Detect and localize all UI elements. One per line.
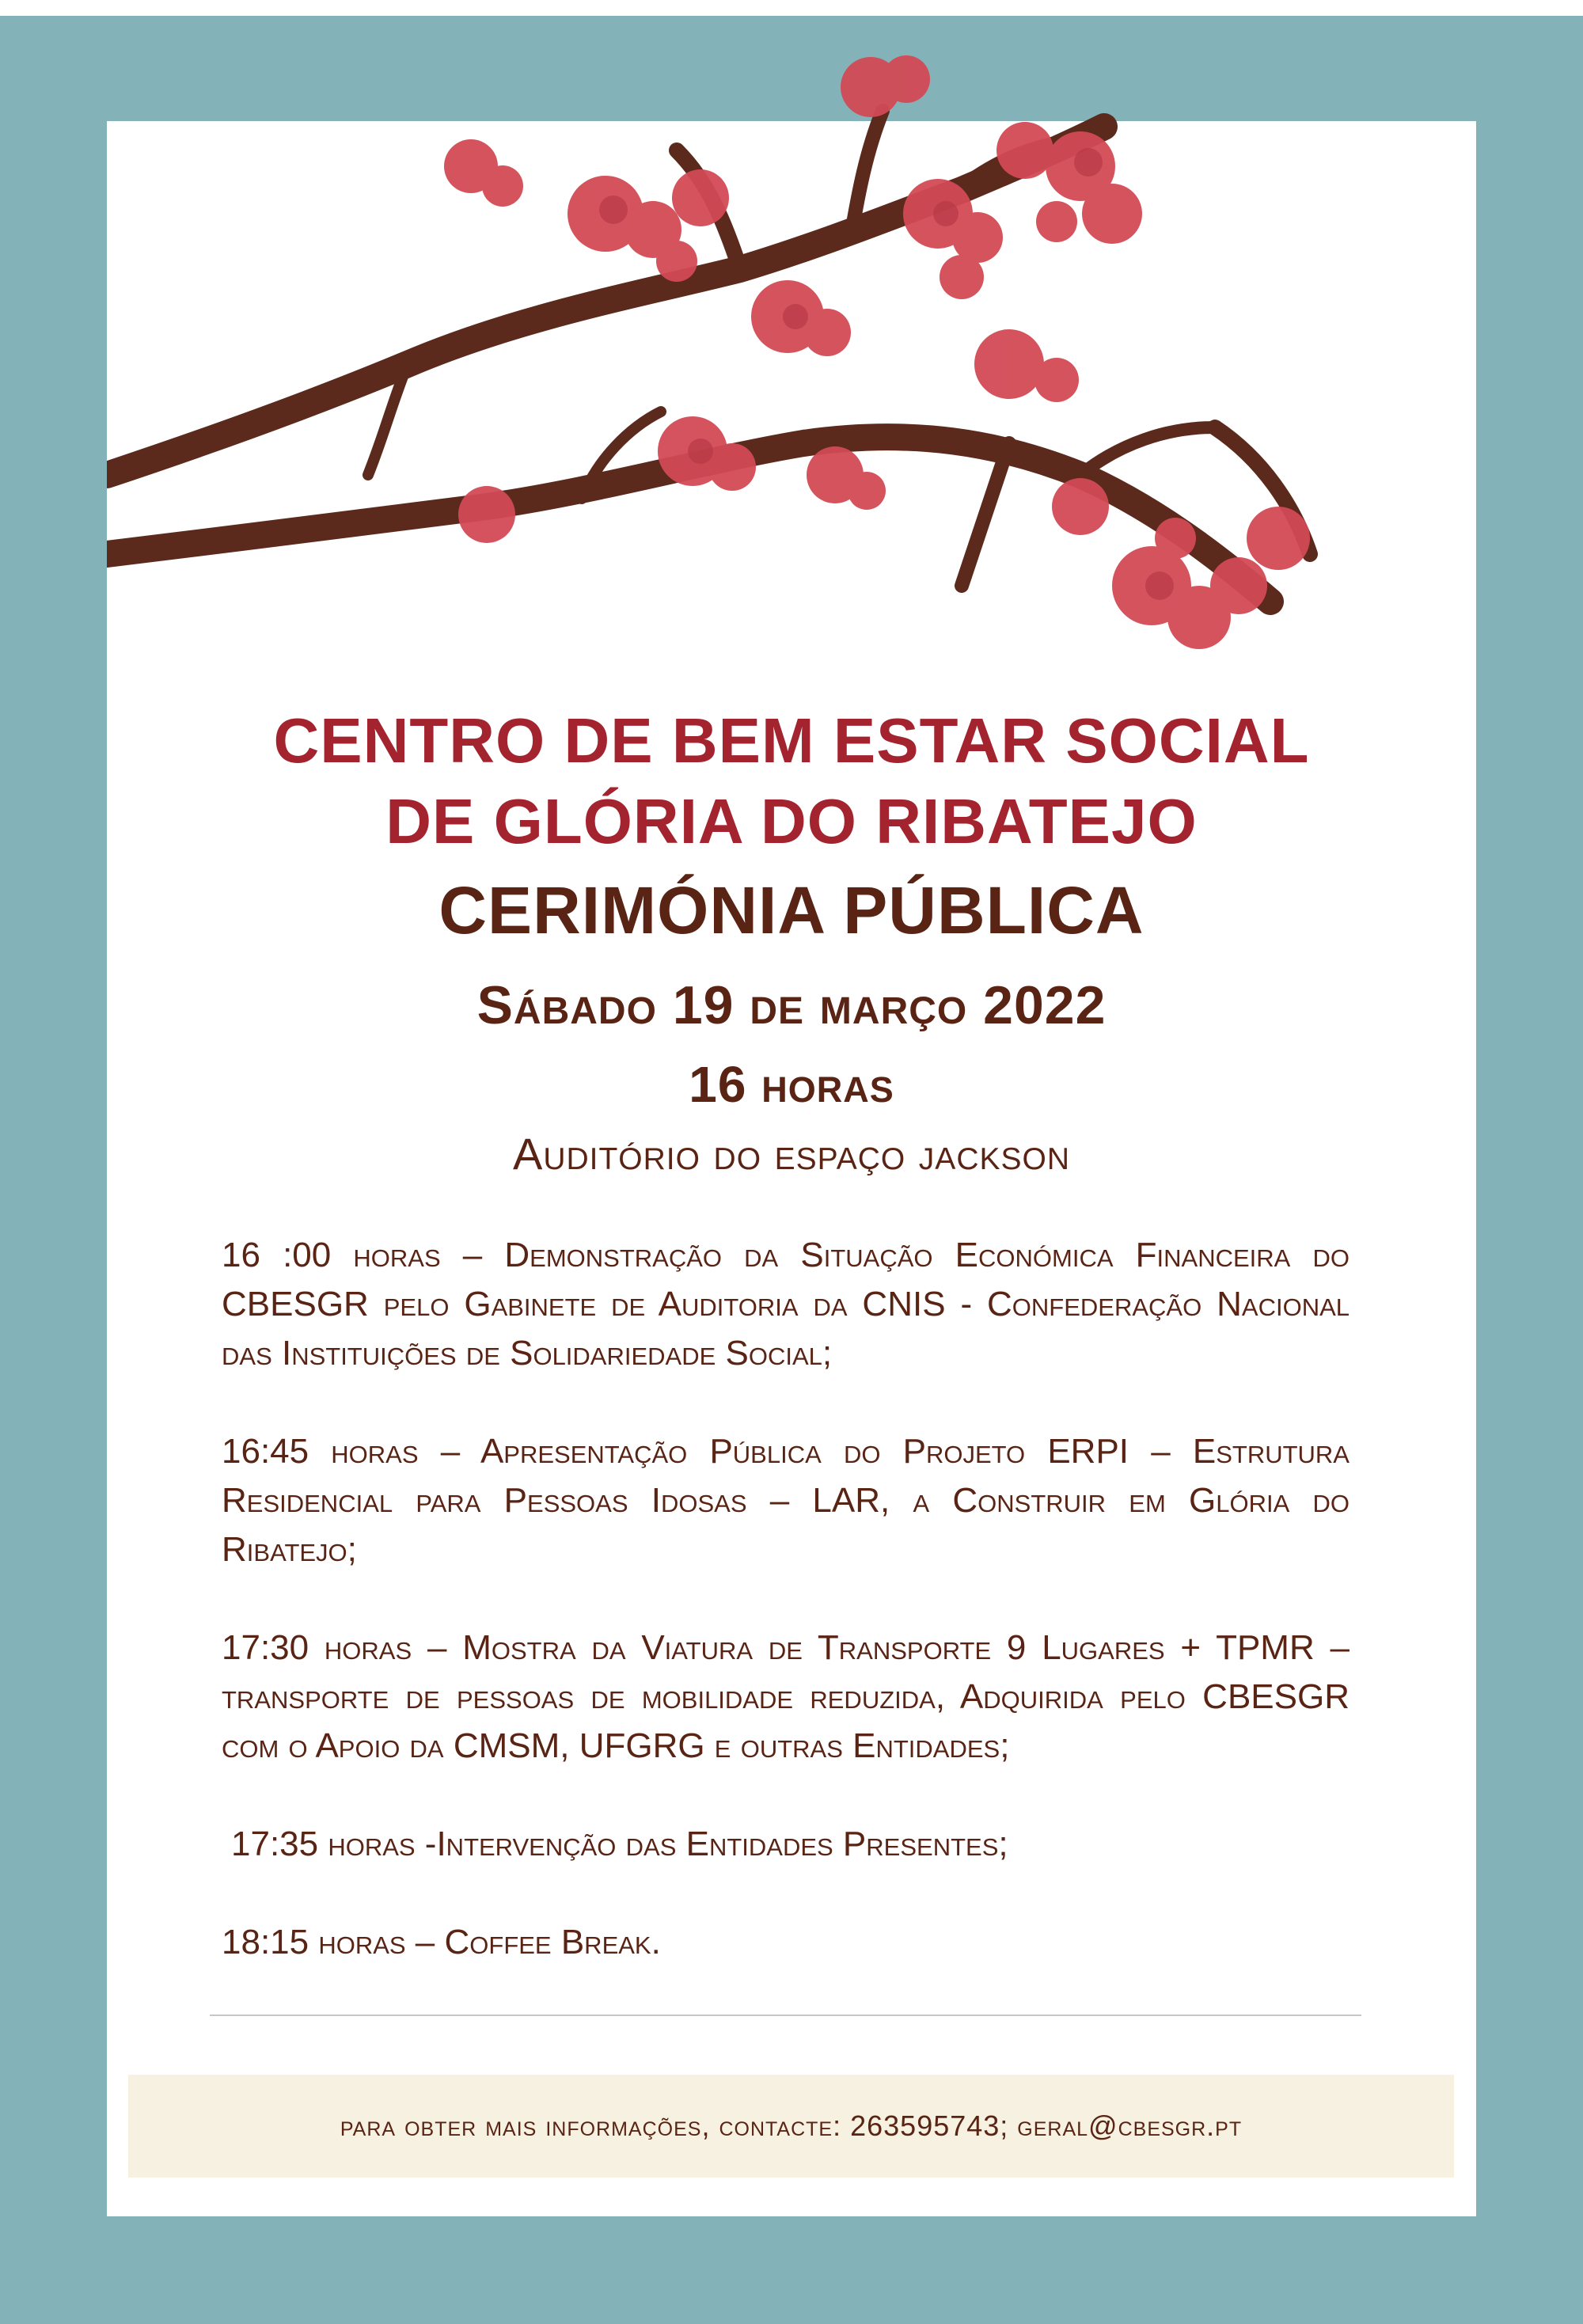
contact-banner [128, 2075, 1454, 2178]
event-venue: Auditório do espaço jackson [512, 1129, 1071, 1179]
schedule-text: – Apresentação Pública do Projeto ERPI – Estrutura Residencial para Pessoas Idosas – LAR, a Construir em Glória do Ribatejo; [222, 1432, 1350, 1569]
section-divider [210, 2015, 1361, 2016]
schedule-time: 18:15 horas [222, 1923, 406, 1961]
schedule-text: – Mostra da Viatura de Transporte 9 Lugares + TPMR – transporte de pessoas de mobilidade reduzida, Adquirida pelo CBESGR com o Apoio da CMSM, UFGRG e outras Entidades; [222, 1628, 1350, 1765]
contact-info: para obter mais informações, contacte: 263595743; geral@cbesgr.pt [340, 2109, 1243, 2142]
org-name-line-1: CENTRO DE BEM ESTAR SOCIAL [273, 705, 1310, 776]
schedule-text: – Demonstração da Situação Económica Financeira do CBESGR pelo Gabinete de Auditoria da CNIS - Confederação Nacional das Instituições de Solidariedade Social; [222, 1236, 1350, 1373]
event-schedule [222, 1231, 1350, 2016]
schedule-time: 16 :00 horas [222, 1236, 441, 1274]
schedule-item [222, 1427, 1350, 1574]
event-hour: 16 horas [689, 1056, 894, 1113]
schedule-text: -Intervenção das Entidades Presentes; [415, 1825, 1008, 1863]
schedule-item [222, 1820, 1350, 1869]
schedule-item [222, 1623, 1350, 1771]
ceremony-heading: CERIMÓNIA PÚBLICA [438, 873, 1145, 947]
schedule-time: 17:30 horas [222, 1628, 412, 1667]
schedule-time: 17:35 horas [231, 1825, 416, 1863]
org-name-line-2: DE GLÓRIA DO RIBATEJO [385, 786, 1198, 856]
schedule-time: 16:45 horas [222, 1432, 419, 1471]
cherry-blossom-branch-illustration [107, 32, 1476, 712]
schedule-item [222, 1918, 1350, 1967]
schedule-text: – Coffee Break. [405, 1923, 661, 1961]
schedule-item [222, 1231, 1350, 1378]
event-date: Sábado 19 de março 2022 [476, 975, 1107, 1035]
